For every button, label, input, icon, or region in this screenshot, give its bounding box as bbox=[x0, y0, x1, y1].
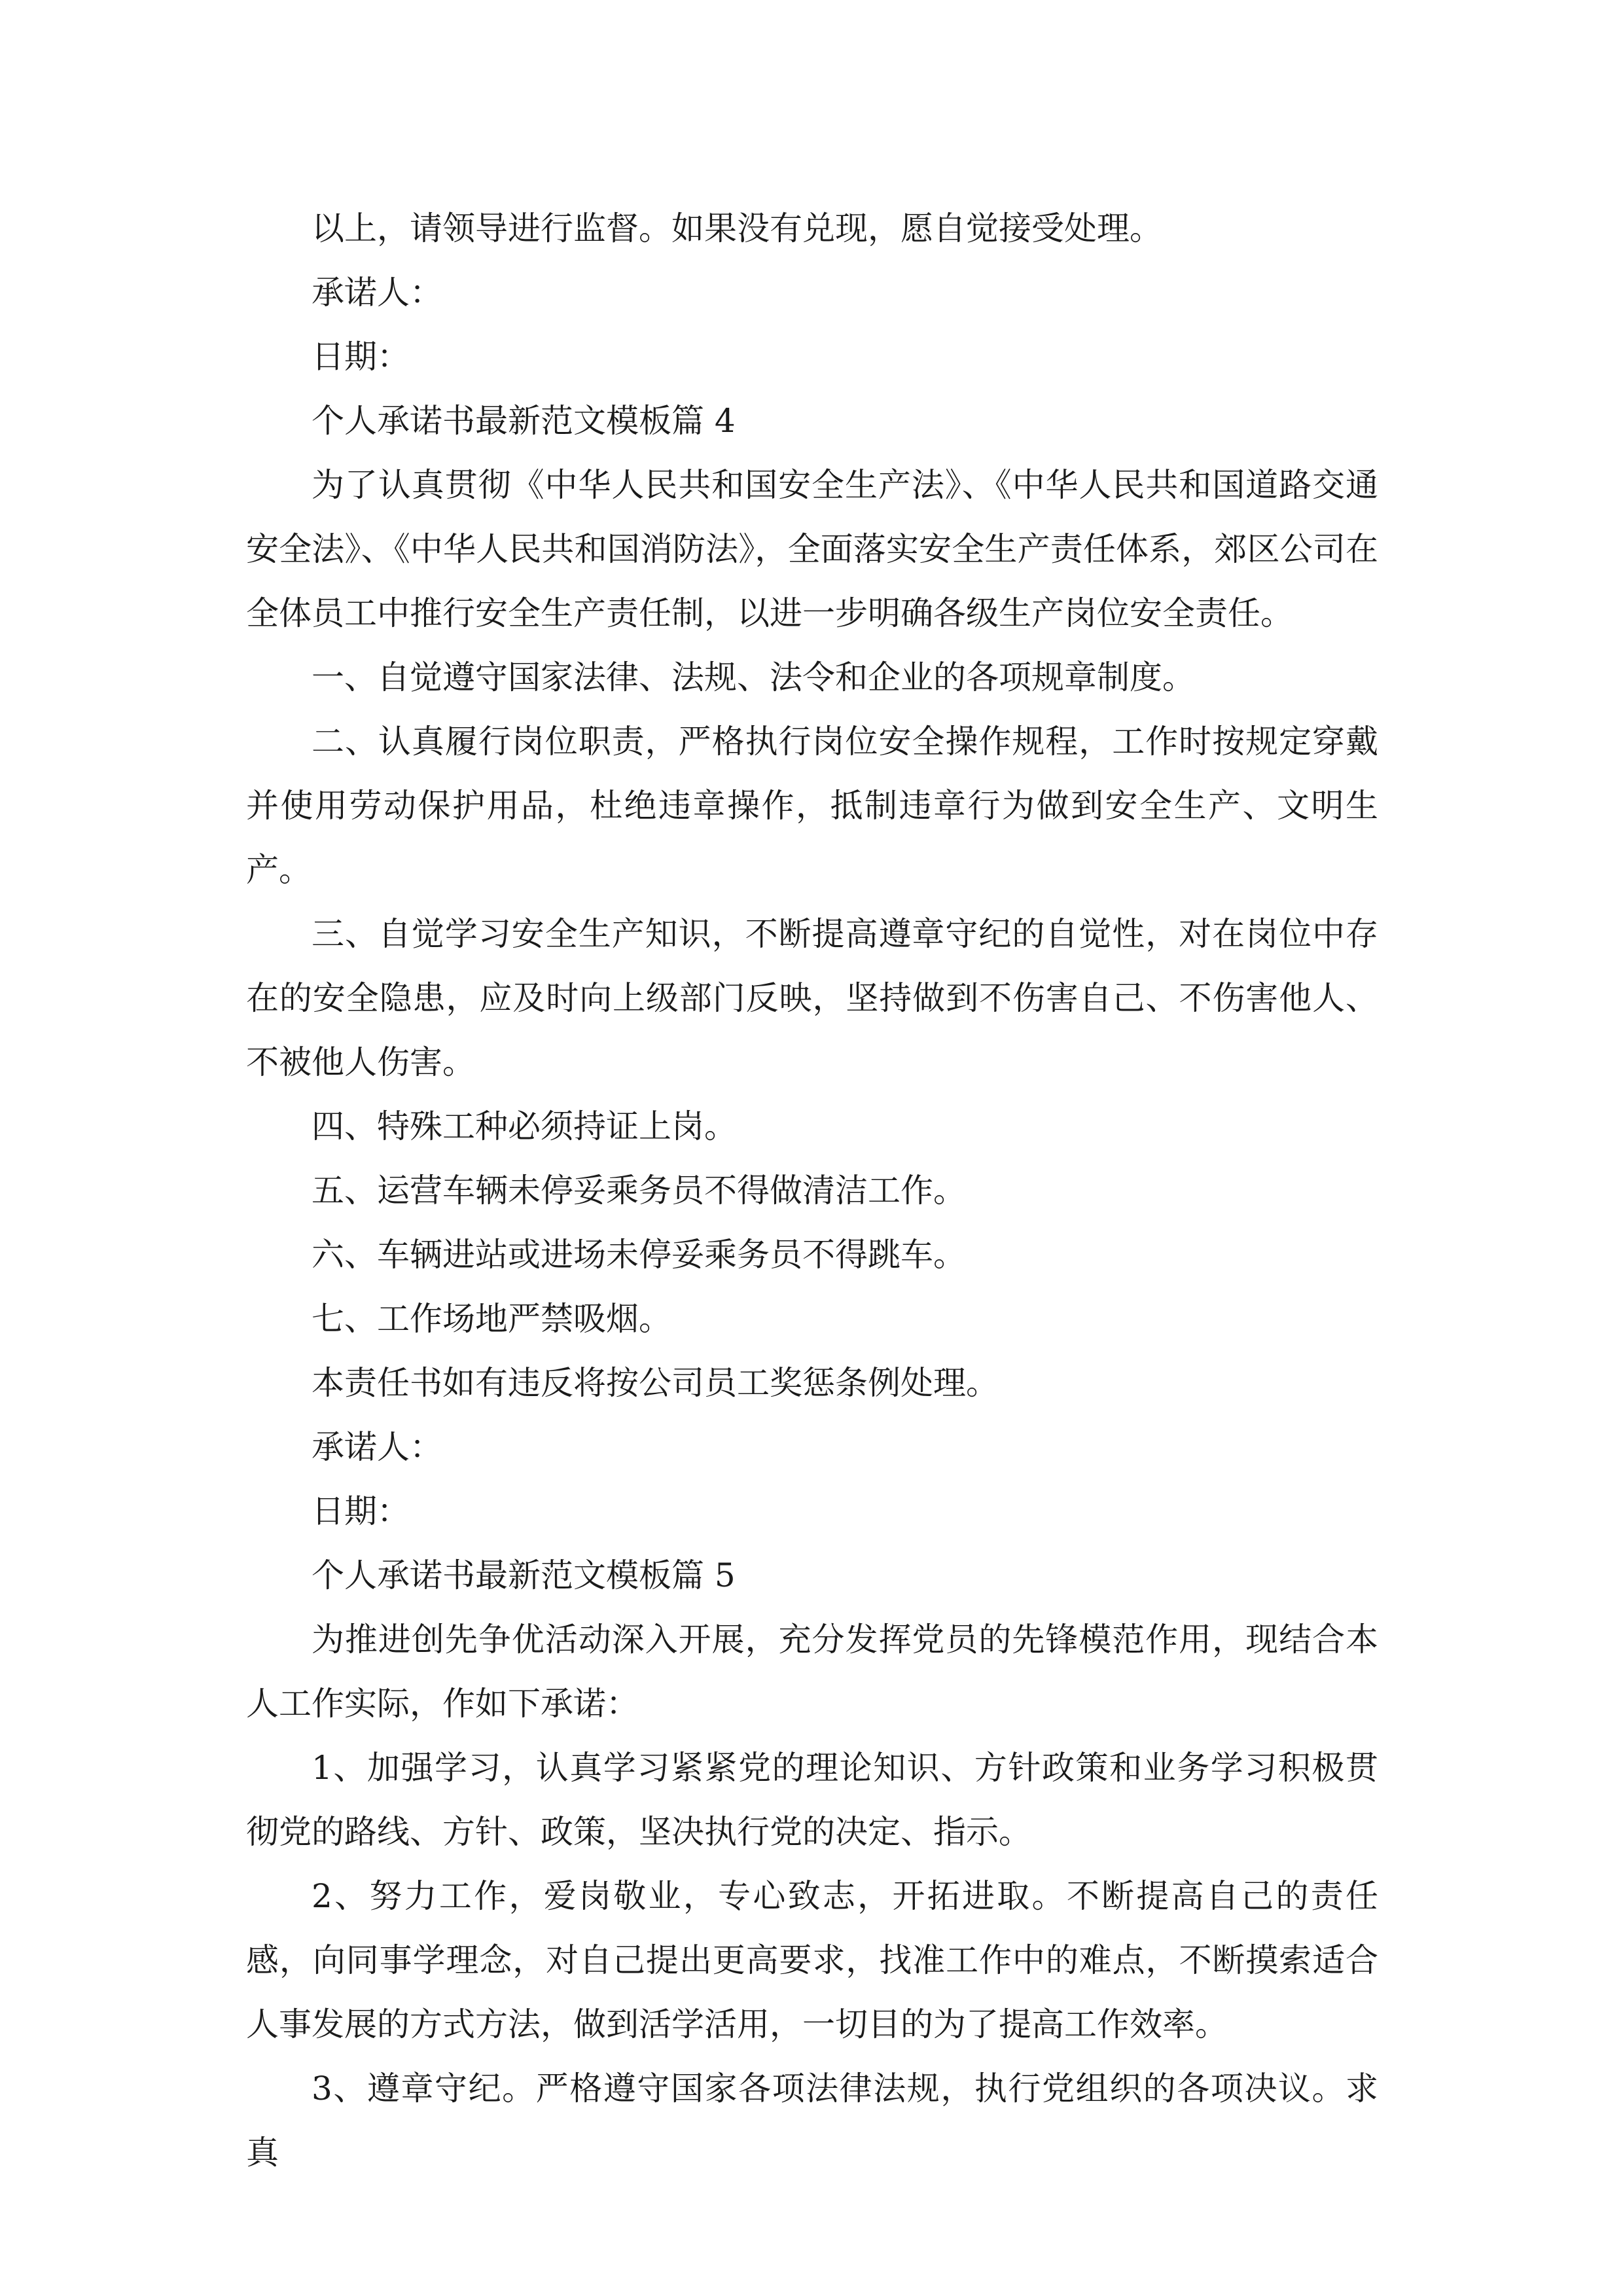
pledge-item: 2、努力工作，爱岗敬业，专心致志，开拓进取。不断提高自己的责任感，向同事学理念，对自己提出更高要求，找准工作中的难点，不断摸索适合人事发展的方式方法，做到活学活用，一切目的为了提高工作效率。 bbox=[246, 1877, 1378, 2043]
clause-paragraph: 五、运营车辆未停妥乘务员不得做清洁工作。 bbox=[312, 1172, 966, 1210]
clause-paragraph: 一、自觉遵守国家法律、法规、法令和企业的各项规章制度。 bbox=[312, 658, 1195, 696]
clause-paragraph: 三、自觉学习安全生产知识，不断提高遵章守纪的自觉性，对在岗位中存在的安全隐患，应及时向上级部门反映，坚持做到不伤害自己、不伤害他人、不被他人伤害。 bbox=[246, 915, 1378, 1081]
section-heading: 个人承诺书最新范文模板篇 4 bbox=[312, 402, 736, 440]
clause-paragraph: 四、特殊工种必须持证上岗。 bbox=[312, 1107, 737, 1145]
intro-paragraph: 为推进创先争优活动深入开展，充分发挥党员的先锋模范作用，现结合本人工作实际，作如下承诺： bbox=[246, 1621, 1378, 1723]
clause-paragraph: 六、车辆进站或进场未停妥乘务员不得跳车。 bbox=[312, 1236, 966, 1274]
document-body bbox=[246, 196, 1378, 2185]
intro-paragraph: 为了认真贯彻《中华人民共和国安全生产法》、《中华人民共和国道路交通安全法》、《中华人民共和国消防法》，全面落实安全生产责任体系，郊区公司在全体员工中推行安全生产责任制，以进一步明确各级生产岗位安全责任。 bbox=[246, 466, 1378, 632]
signatory-label: 承诺人： bbox=[312, 1428, 442, 1466]
date-label: 日期： bbox=[312, 1492, 410, 1530]
closing-paragraph: 以上，请领导进行监督。如果没有兑现，愿自觉接受处理。 bbox=[312, 209, 1162, 247]
pledge-item: 1、加强学习，认真学习紧紧党的理论知识、方针政策和业务学习积极贯彻党的路线、方针、政策，坚决执行党的决定、指示。 bbox=[246, 1749, 1378, 1851]
clause-paragraph: 二、认真履行岗位职责，严格执行岗位安全操作规程，工作时按规定穿戴并使用劳动保护用品，杜绝违章操作，抵制违章行为做到安全生产、文明生产。 bbox=[246, 723, 1378, 889]
signatory-label: 承诺人： bbox=[312, 274, 442, 312]
closing-paragraph: 本责任书如有违反将按公司员工奖惩条例处理。 bbox=[312, 1364, 999, 1402]
pledge-item: 3、遵章守纪。严格遵守国家各项法律法规，执行党组织的各项决议。求真 bbox=[246, 2070, 1378, 2172]
clause-paragraph: 七、工作场地严禁吸烟。 bbox=[312, 1300, 671, 1338]
section-heading: 个人承诺书最新范文模板篇 5 bbox=[312, 1556, 736, 1594]
date-label: 日期： bbox=[312, 338, 410, 376]
